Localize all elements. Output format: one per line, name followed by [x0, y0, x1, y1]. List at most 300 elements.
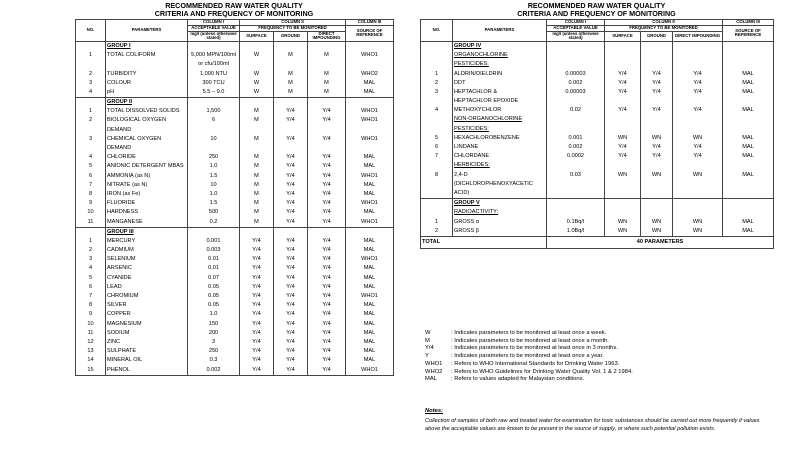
source-reference: WHO1	[346, 135, 394, 144]
row-number: 11	[76, 329, 106, 338]
parameter-name: MINERAL OIL	[106, 357, 188, 366]
direct-impounding-frequency: Y/4	[308, 311, 346, 320]
legend-description: : Refers to WHO Guidelines for Drinking Water Quality Vol. 1 & 2 1984.	[451, 368, 633, 375]
source-reference: MAL	[346, 246, 394, 255]
acceptable-value-header: ACCEPTABLE VALUE	[188, 25, 240, 31]
direct-impounding-frequency: Y/4	[308, 237, 346, 246]
surface-frequency: WN	[605, 134, 641, 143]
right-criteria-table	[420, 19, 774, 249]
row-number	[76, 61, 106, 70]
parameter-row	[421, 79, 774, 88]
direct-impounding-frequency: Y/4	[673, 79, 723, 88]
group-label: GROUP I	[106, 42, 188, 52]
acceptable-value: 0.07	[188, 274, 240, 283]
legend-code: W	[425, 330, 431, 336]
source-reference	[723, 97, 774, 106]
parameter-name: NITRATE (as N)	[106, 181, 188, 190]
direct-impounding-frequency: Y/4	[308, 108, 346, 117]
ground-frequency: Y/4	[274, 209, 308, 218]
empty-cell	[641, 162, 673, 171]
direct-impounding-frequency: Y/4	[308, 338, 346, 347]
total-row	[421, 237, 774, 249]
row-number: 2	[76, 246, 106, 255]
acceptable-value: 0.02	[547, 107, 605, 116]
column-2-header: COLUMN II	[605, 20, 723, 26]
surface-frequency: Y/4	[240, 292, 274, 301]
empty-cell	[76, 42, 106, 52]
ground-frequency: Y/4	[274, 265, 308, 274]
ground-frequency: Y/4	[274, 256, 308, 265]
subheading-label: NON-ORGANOCHLORINE	[453, 116, 547, 125]
parameter-row	[76, 135, 394, 144]
empty-cell	[723, 199, 774, 209]
row-number	[76, 126, 106, 135]
parameter-name: SULPHATE	[106, 347, 188, 356]
legend-entry	[425, 376, 633, 384]
parameter-name: HEXACHLOROBENZENE	[453, 134, 547, 143]
parameter-name: HARDNESS	[106, 209, 188, 218]
group-label: GROUP II	[106, 98, 188, 108]
surface-frequency: Y/4	[240, 283, 274, 292]
notes-heading: Notes:	[425, 408, 444, 414]
surface-frequency: M	[240, 190, 274, 199]
legend-entry	[425, 353, 633, 361]
group-header-row	[421, 199, 774, 209]
empty-cell	[76, 98, 106, 108]
direct-impounding-frequency: Y/4	[308, 117, 346, 126]
row-number: 13	[76, 347, 106, 356]
legend-code: WHO2	[425, 368, 443, 375]
ground-frequency	[641, 180, 673, 189]
parameter-name: ZINC	[106, 338, 188, 347]
parameter-row	[76, 70, 394, 79]
unit-note: mg/l (unless otherwise stated)	[188, 31, 240, 42]
acceptable-value: 3	[188, 338, 240, 347]
parameter-row	[421, 88, 774, 97]
acceptable-value: 0.05	[188, 283, 240, 292]
empty-cell	[240, 42, 274, 52]
ground-frequency: Y/4	[641, 70, 673, 79]
row-number: 8	[76, 301, 106, 310]
surface-frequency: M	[240, 172, 274, 181]
parameter-row	[76, 246, 394, 255]
acceptable-value: 150	[188, 320, 240, 329]
parameter-row	[76, 320, 394, 329]
parameter-name	[106, 61, 188, 70]
acceptable-value: 1.0	[188, 163, 240, 172]
surface-frequency	[605, 180, 641, 189]
empty-cell	[240, 227, 274, 237]
parameter-name: GROSS β	[453, 227, 547, 237]
parameter-name: METHOXYCHLOR	[453, 107, 547, 116]
acceptable-value: 0.002	[547, 143, 605, 152]
direct-impounding-frequency: Y/4	[308, 190, 346, 199]
acceptable-value: 0.05	[188, 292, 240, 301]
acceptable-value-header: ACCEPTABLE VALUE	[547, 25, 605, 31]
ground-frequency: WN	[641, 171, 673, 180]
parameter-name: CADMIUM	[106, 246, 188, 255]
empty-cell	[641, 42, 673, 52]
surface-frequency: W	[240, 70, 274, 79]
ground-frequency: Y/4	[274, 218, 308, 228]
surface-frequency: Y/4	[240, 237, 274, 246]
parameter-name: CHEMICAL OXYGEN	[106, 135, 188, 144]
ground-frequency: Y/4	[274, 153, 308, 162]
surface-frequency: M	[240, 218, 274, 228]
ground-frequency	[274, 61, 308, 70]
direct-impounding-frequency	[673, 189, 723, 199]
parameter-row	[421, 180, 774, 189]
ground-frequency: Y/4	[274, 311, 308, 320]
parameter-row	[76, 163, 394, 172]
parameter-name: SELENIUM	[106, 256, 188, 265]
ground-frequency: Y/4	[274, 283, 308, 292]
acceptable-value: 1.5	[188, 199, 240, 208]
column-1-header: COLUMN I	[188, 20, 240, 26]
empty-cell	[723, 116, 774, 125]
subheading-label: RADIOACTIVITY:	[453, 209, 547, 218]
empty-cell	[421, 162, 453, 171]
source-reference: MAL	[346, 190, 394, 199]
empty-cell	[547, 61, 605, 70]
source-reference	[723, 189, 774, 199]
empty-cell	[346, 227, 394, 237]
legend-description: : Indicates parameters to be monitored at least once a month.	[451, 337, 609, 344]
parameter-name: GROSS α	[453, 218, 547, 227]
column-3-header: COLUMN III	[346, 20, 394, 26]
ground-frequency: Y/4	[274, 237, 308, 246]
source-reference: MAL	[346, 209, 394, 218]
empty-cell	[641, 61, 673, 70]
surface-frequency	[240, 61, 274, 70]
direct-impounding-frequency: Y/4	[673, 143, 723, 152]
ground-frequency	[641, 97, 673, 106]
direct-impounding-frequency: M	[308, 88, 346, 98]
empty-cell	[274, 98, 308, 108]
legend-entry	[425, 330, 633, 338]
surface-frequency: Y/4	[240, 256, 274, 265]
source-reference: MAL	[723, 171, 774, 180]
parameter-row	[76, 292, 394, 301]
source-reference: MAL	[346, 301, 394, 310]
row-number: 1	[421, 218, 453, 227]
empty-cell	[308, 98, 346, 108]
parameter-name: SODIUM	[106, 329, 188, 338]
row-number: 1	[421, 70, 453, 79]
direct-impounding-frequency: Y/4	[308, 329, 346, 338]
parameter-name: DEMAND	[106, 144, 188, 153]
ground-frequency: WN	[641, 218, 673, 227]
direct-impounding-frequency: Y/4	[673, 152, 723, 161]
group-label: GROUP V	[453, 199, 547, 209]
empty-cell	[421, 125, 453, 134]
surface-frequency: W	[240, 51, 274, 60]
empty-cell	[641, 199, 673, 209]
ground-frequency: Y/4	[641, 143, 673, 152]
subheading-row	[421, 116, 774, 125]
parameter-name: TOTAL DISSOLVED SOLIDS	[106, 108, 188, 117]
parameter-name: TURBIDITY	[106, 70, 188, 79]
parameter-row	[76, 144, 394, 153]
source-reference: MAL	[346, 153, 394, 162]
group-label: GROUP III	[106, 227, 188, 237]
subheading-label: ORGANOCHLORINE	[453, 51, 547, 60]
direct-impounding-frequency: Y/4	[673, 70, 723, 79]
direct-impounding-frequency: Y/4	[308, 256, 346, 265]
legend-code: WHO1	[425, 360, 443, 367]
surface-frequency: Y/4	[605, 143, 641, 152]
subheading-row	[421, 162, 774, 171]
direct-impounding-frequency	[308, 126, 346, 135]
empty-cell	[605, 42, 641, 52]
parameter-row	[76, 61, 394, 70]
ground-frequency: M	[274, 88, 308, 98]
parameter-row	[421, 227, 774, 237]
parameter-name: COLOUR	[106, 79, 188, 88]
acceptable-value: 1,500	[188, 108, 240, 117]
right-title-line2: CRITERIA AND FREQUENCY OF MONITORING	[517, 9, 676, 19]
row-number: 4	[76, 265, 106, 274]
parameter-name: LINDANE	[453, 143, 547, 152]
parameter-row	[76, 108, 394, 117]
ground-frequency: Y/4	[274, 347, 308, 356]
row-number: 7	[76, 292, 106, 301]
parameter-row	[76, 209, 394, 218]
row-number: 5	[76, 274, 106, 283]
legend-code: MAL	[425, 376, 437, 383]
source-reference: MAL	[346, 357, 394, 366]
ground-frequency: Y/4	[274, 163, 308, 172]
row-number	[76, 144, 106, 153]
parameter-name: COPPER	[106, 311, 188, 320]
empty-cell	[274, 42, 308, 52]
row-number: 2	[421, 79, 453, 88]
source-reference: WHO1	[346, 117, 394, 126]
ground-frequency: Y/4	[274, 366, 308, 376]
empty-cell	[547, 125, 605, 134]
ground-frequency: Y/4	[641, 107, 673, 116]
row-number: 9	[76, 311, 106, 320]
empty-cell	[421, 61, 453, 70]
row-number: 5	[76, 163, 106, 172]
parameter-name: ALDRIN/DIELDRIN	[453, 70, 547, 79]
source-reference	[346, 126, 394, 135]
ground-frequency: Y/4	[641, 79, 673, 88]
source-reference: MAL	[723, 218, 774, 227]
surface-frequency	[240, 144, 274, 153]
parameter-row	[76, 338, 394, 347]
empty-cell	[673, 162, 723, 171]
ground-frequency	[274, 144, 308, 153]
ground-frequency: Y/4	[274, 199, 308, 208]
parameter-row	[421, 134, 774, 143]
parameter-row	[76, 153, 394, 162]
row-number: 6	[421, 143, 453, 152]
surface-frequency: W	[240, 79, 274, 88]
ground-frequency: Y/4	[274, 357, 308, 366]
group-label: GROUP IV	[453, 42, 547, 52]
direct-impounding-frequency: Y/4	[308, 320, 346, 329]
row-number: 7	[76, 181, 106, 190]
direct-impounding-frequency: WN	[673, 171, 723, 180]
surface-frequency	[605, 189, 641, 199]
left-title-line1: RECOMMENDED RAW WATER QUALITY	[165, 1, 303, 10]
subheading-row	[421, 61, 774, 70]
acceptable-value	[547, 189, 605, 199]
parameter-name: MANGANESE	[106, 218, 188, 228]
direct-impounding-frequency: Y/4	[308, 209, 346, 218]
source-reference: MAL	[346, 265, 394, 274]
acceptable-value: 0.002	[188, 366, 240, 376]
left-criteria-panel	[75, 0, 393, 376]
source-header: SOURCE OF REFERENCE	[346, 25, 394, 41]
acceptable-value	[188, 126, 240, 135]
row-number: 3	[76, 256, 106, 265]
empty-cell	[605, 199, 641, 209]
ground-frequency: Y/4	[274, 274, 308, 283]
row-number	[421, 97, 453, 106]
right-criteria-panel	[420, 0, 773, 249]
column-2-header: COLUMN II	[240, 20, 346, 26]
left-criteria-table	[75, 19, 394, 376]
surface-frequency: WN	[605, 227, 641, 237]
source-reference: WHO1	[346, 108, 394, 117]
surface-frequency: Y/4	[605, 70, 641, 79]
total-label: TOTAL	[421, 237, 547, 249]
acceptable-value: 300 TCU	[188, 79, 240, 88]
left-table-body	[76, 42, 394, 376]
parameter-row	[421, 143, 774, 152]
direct-impounding-frequency: Y/4	[308, 366, 346, 376]
source-reference: WHO1	[346, 292, 394, 301]
parameter-row	[76, 172, 394, 181]
acceptable-value: 0.0002	[547, 152, 605, 161]
parameter-row	[421, 171, 774, 180]
row-number: 4	[421, 107, 453, 116]
row-number: 4	[76, 88, 106, 98]
row-number: 14	[76, 357, 106, 366]
parameter-row	[421, 218, 774, 227]
surface-frequency: M	[240, 181, 274, 190]
empty-cell	[547, 51, 605, 60]
source-reference: MAL	[346, 338, 394, 347]
acceptable-value: 6	[188, 117, 240, 126]
empty-cell	[308, 42, 346, 52]
parameter-row	[421, 97, 774, 106]
source-reference: MAL	[723, 107, 774, 116]
ground-header: GROUND	[641, 31, 673, 42]
empty-cell	[605, 116, 641, 125]
parameter-name: HEPTACHLOR &	[453, 88, 547, 97]
subheading-row	[421, 51, 774, 60]
ground-frequency: M	[274, 79, 308, 88]
parameter-row	[76, 265, 394, 274]
legend-entry	[425, 345, 633, 353]
row-number: 2	[76, 70, 106, 79]
direct-impounding-frequency: Y/4	[673, 88, 723, 97]
empty-cell	[723, 209, 774, 218]
acceptable-value	[188, 144, 240, 153]
surface-frequency: Y/4	[240, 338, 274, 347]
parameter-name: LEAD	[106, 283, 188, 292]
acceptable-value: 0.01	[188, 256, 240, 265]
source-reference: WHO2	[346, 70, 394, 79]
source-reference: MAL	[723, 227, 774, 237]
parameter-row	[76, 190, 394, 199]
source-reference: WHO1	[346, 172, 394, 181]
source-reference: MAL	[346, 88, 394, 98]
row-number: 1	[76, 51, 106, 60]
legend-entry	[425, 369, 633, 377]
empty-cell	[188, 42, 240, 52]
direct-impounding-frequency: Y/4	[308, 347, 346, 356]
empty-cell	[547, 42, 605, 52]
parameter-row	[421, 152, 774, 161]
group-header-row	[421, 42, 774, 52]
parameter-name: CYANIDE	[106, 274, 188, 283]
empty-cell	[547, 209, 605, 218]
surface-frequency: M	[240, 135, 274, 144]
legend-description: : Indicates parameters to be monitored at least once a week.	[451, 330, 607, 336]
ground-frequency: WN	[641, 134, 673, 143]
source-reference: MAL	[723, 70, 774, 79]
parameter-name: TOTAL COLIFORM	[106, 51, 188, 60]
direct-impounding-frequency: Y/4	[308, 135, 346, 144]
parameter-row	[76, 366, 394, 376]
acceptable-value: 1.0	[188, 190, 240, 199]
parameter-name: ACID)	[453, 189, 547, 199]
ground-frequency: Y/4	[641, 88, 673, 97]
acceptable-value: 0.03	[547, 171, 605, 180]
acceptable-value: 0.05	[188, 301, 240, 310]
row-number	[421, 189, 453, 199]
parameter-name: CHLORIDE	[106, 153, 188, 162]
ground-frequency: Y/4	[274, 246, 308, 255]
empty-cell	[673, 51, 723, 60]
source-reference	[723, 180, 774, 189]
total-value: 40 PARAMETERS	[547, 237, 774, 249]
legend-description: : Refers to values adapted for Malaysian conditions.	[451, 376, 585, 383]
row-number: 12	[76, 338, 106, 347]
row-number: 2	[76, 117, 106, 126]
empty-cell	[274, 227, 308, 237]
parameter-name: pH	[106, 88, 188, 98]
group-header-row	[76, 98, 394, 108]
direct-impounding-frequency: Y/4	[308, 292, 346, 301]
empty-cell	[421, 42, 453, 52]
direct-impounding-header: DIRECT IMPOUNDING	[673, 31, 723, 42]
legend-code: Y/4	[425, 345, 434, 352]
empty-cell	[421, 51, 453, 60]
direct-impounding-frequency	[673, 97, 723, 106]
legend-code: Y	[425, 353, 429, 360]
surface-frequency: WN	[605, 218, 641, 227]
direct-impounding-frequency: Y/4	[308, 199, 346, 208]
source-reference: WHO1	[346, 199, 394, 208]
direct-impounding-frequency	[308, 61, 346, 70]
parameter-row	[76, 237, 394, 246]
row-number: 1	[76, 108, 106, 117]
acceptable-value: 10	[188, 181, 240, 190]
acceptable-value: 0.00003	[547, 88, 605, 97]
no-header: NO.	[421, 20, 453, 42]
parameter-name: ANIONIC DETERGENT MBAS	[106, 163, 188, 172]
empty-cell	[723, 51, 774, 60]
surface-frequency: M	[240, 108, 274, 117]
empty-cell	[308, 227, 346, 237]
surface-frequency: M	[240, 163, 274, 172]
ground-frequency: Y/4	[274, 338, 308, 347]
